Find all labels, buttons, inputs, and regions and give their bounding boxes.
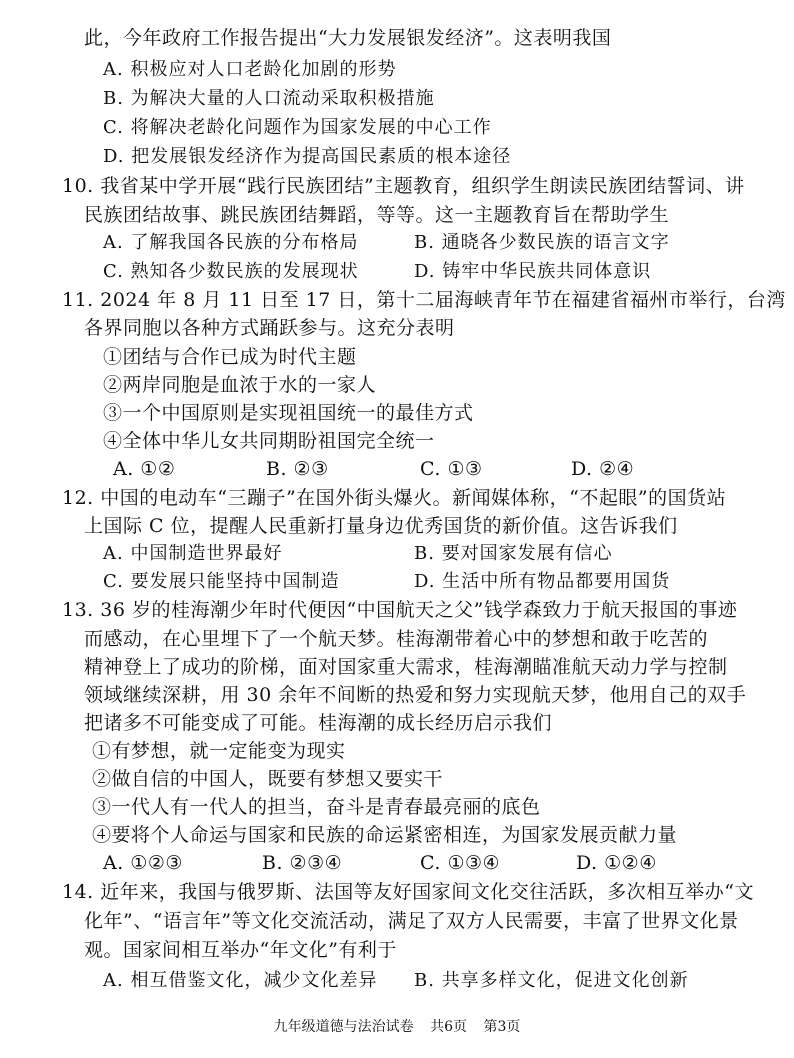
q14-stem-line-2: 化年”、“语言年”等文化交流活动，满足了双方人民需要，丰富了世界文化景 bbox=[84, 910, 739, 932]
q11-option-d: D. ②④ bbox=[571, 458, 635, 480]
q11-statement-1: ①团结与合作已成为时代主题 bbox=[103, 346, 357, 368]
q9-option-b: B. 为解决大量的人口流动采取积极措施 bbox=[103, 88, 435, 109]
q11-option-b: B. ②③ bbox=[266, 458, 329, 480]
q12-option-d: D. 生活中所有物品都要用国货 bbox=[414, 571, 671, 592]
footer-exam-title: 九年级道德与法治试卷 bbox=[273, 1019, 414, 1035]
q10-stem-line-1: 10. 我省某中学开展“践行民族团结”主题教育，组织学生朗读民族团结誓词、讲 bbox=[62, 175, 745, 197]
page-footer bbox=[0, 1017, 794, 1037]
q14-option-b: B. 共享多样文化，促进文化创新 bbox=[414, 970, 689, 991]
q13-statement-2: ②做自信的中国人，既要有梦想又要实干 bbox=[92, 768, 444, 790]
q12-option-a: A. 中国制造世界最好 bbox=[103, 543, 283, 564]
q9-stem-tail: 此，今年政府工作报告提出“大力发展银发经济”。这表明我国 bbox=[84, 27, 612, 49]
q13-statement-3: ③一代人有一代人的担当，奋斗是青春最亮丽的底色 bbox=[92, 796, 541, 818]
q12-option-c: C. 要发展只能坚持中国制造 bbox=[103, 571, 340, 592]
q13-option-a: A. ①②③ bbox=[103, 852, 183, 874]
q13-statement-4: ④要将个人命运与国家和民族的命运紧密相连，为国家发展贡献力量 bbox=[92, 824, 678, 846]
q13-statement-1: ①有梦想，就一定能变为现实 bbox=[92, 740, 346, 762]
q11-statement-4: ④全体中华儿女共同期盼祖国完全统一 bbox=[103, 430, 435, 452]
q12-stem-line-1: 12. 中国的电动车“三蹦子”在国外街头爆火。新闻媒体称，“不起眼”的国货站 bbox=[62, 487, 727, 509]
q10-option-b: B. 通晓各少数民族的语言文字 bbox=[414, 232, 670, 253]
q10-option-a: A. 了解我国各民族的分布格局 bbox=[103, 232, 359, 253]
q13-option-b: B. ②③④ bbox=[262, 852, 343, 874]
q13-option-d: D. ①②④ bbox=[576, 852, 657, 874]
q11-option-a: A. ①② bbox=[113, 458, 176, 480]
q13-stem-line-5: 把诸多不可能变成了可能。桂海潮的成长经历启示我们 bbox=[84, 712, 553, 734]
q11-statement-3: ③一个中国原则是实现祖国统一的最佳方式 bbox=[103, 402, 474, 424]
q13-option-c: C. ①③④ bbox=[420, 852, 501, 874]
q14-option-a: A. 相互借鉴文化，减少文化差异 bbox=[103, 970, 378, 991]
q11-option-c: C. ①③ bbox=[420, 458, 483, 480]
q14-stem-line-1: 14. 近年来，我国与俄罗斯、法国等友好国家间文化交往活跃，多次相互举办“文 bbox=[62, 881, 754, 903]
q12-option-b: B. 要对国家发展有信心 bbox=[414, 543, 613, 564]
q11-statement-2: ②两岸同胞是血浓于水的一家人 bbox=[103, 374, 377, 396]
q10-option-c: C. 熟知各少数民族的发展现状 bbox=[103, 261, 359, 282]
q13-stem-line-2: 而感动，在心里埋下了一个航天梦。桂海潮带着心中的梦想和敢于吃苦的 bbox=[84, 628, 709, 650]
q9-option-c: C. 将解决老龄化问题作为国家发展的中心工作 bbox=[103, 117, 492, 138]
q13-stem-line-3: 精神登上了成功的阶梯，面对国家重大需求，桂海潮瞄准航天动力学与控制 bbox=[84, 656, 728, 678]
q14-stem-line-3: 观。国家间相互举办“年文化”有利于 bbox=[84, 939, 397, 961]
q11-stem-line-2: 各界同胞以各种方式踊跃参与。这充分表明 bbox=[84, 317, 455, 339]
q9-option-d: D. 把发展银发经济作为提高国民素质的根本途径 bbox=[103, 146, 512, 167]
q9-option-a: A. 积极应对人口老龄化加剧的形势 bbox=[103, 59, 397, 80]
q10-option-d: D. 铸牢中华民族共同体意识 bbox=[414, 261, 652, 282]
q12-stem-line-2: 上国际 C 位，提醒人民重新打量身边优秀国货的新价值。这告诉我们 bbox=[84, 515, 678, 537]
q13-stem-line-4: 领域继续深耕，用 30 余年不间断的热爱和努力实现航天梦，他用自己的双手 bbox=[84, 684, 747, 706]
footer-total-pages: 共6页 bbox=[430, 1019, 467, 1035]
q11-stem-line-1: 11. 2024 年 8 月 11 日至 17 日，第十二届海峡青年节在福建省福州市举行，台湾 bbox=[62, 289, 786, 311]
footer-page-number: 第3页 bbox=[483, 1019, 521, 1035]
q13-stem-line-1: 13. 36 岁的桂海潮少年时代便因“中国航天之父”钱学森致力于航天报国的事迹 bbox=[62, 599, 738, 621]
q10-stem-line-2: 民族团结故事、跳民族团结舞蹈，等等。这一主题教育旨在帮助学生 bbox=[84, 204, 670, 226]
